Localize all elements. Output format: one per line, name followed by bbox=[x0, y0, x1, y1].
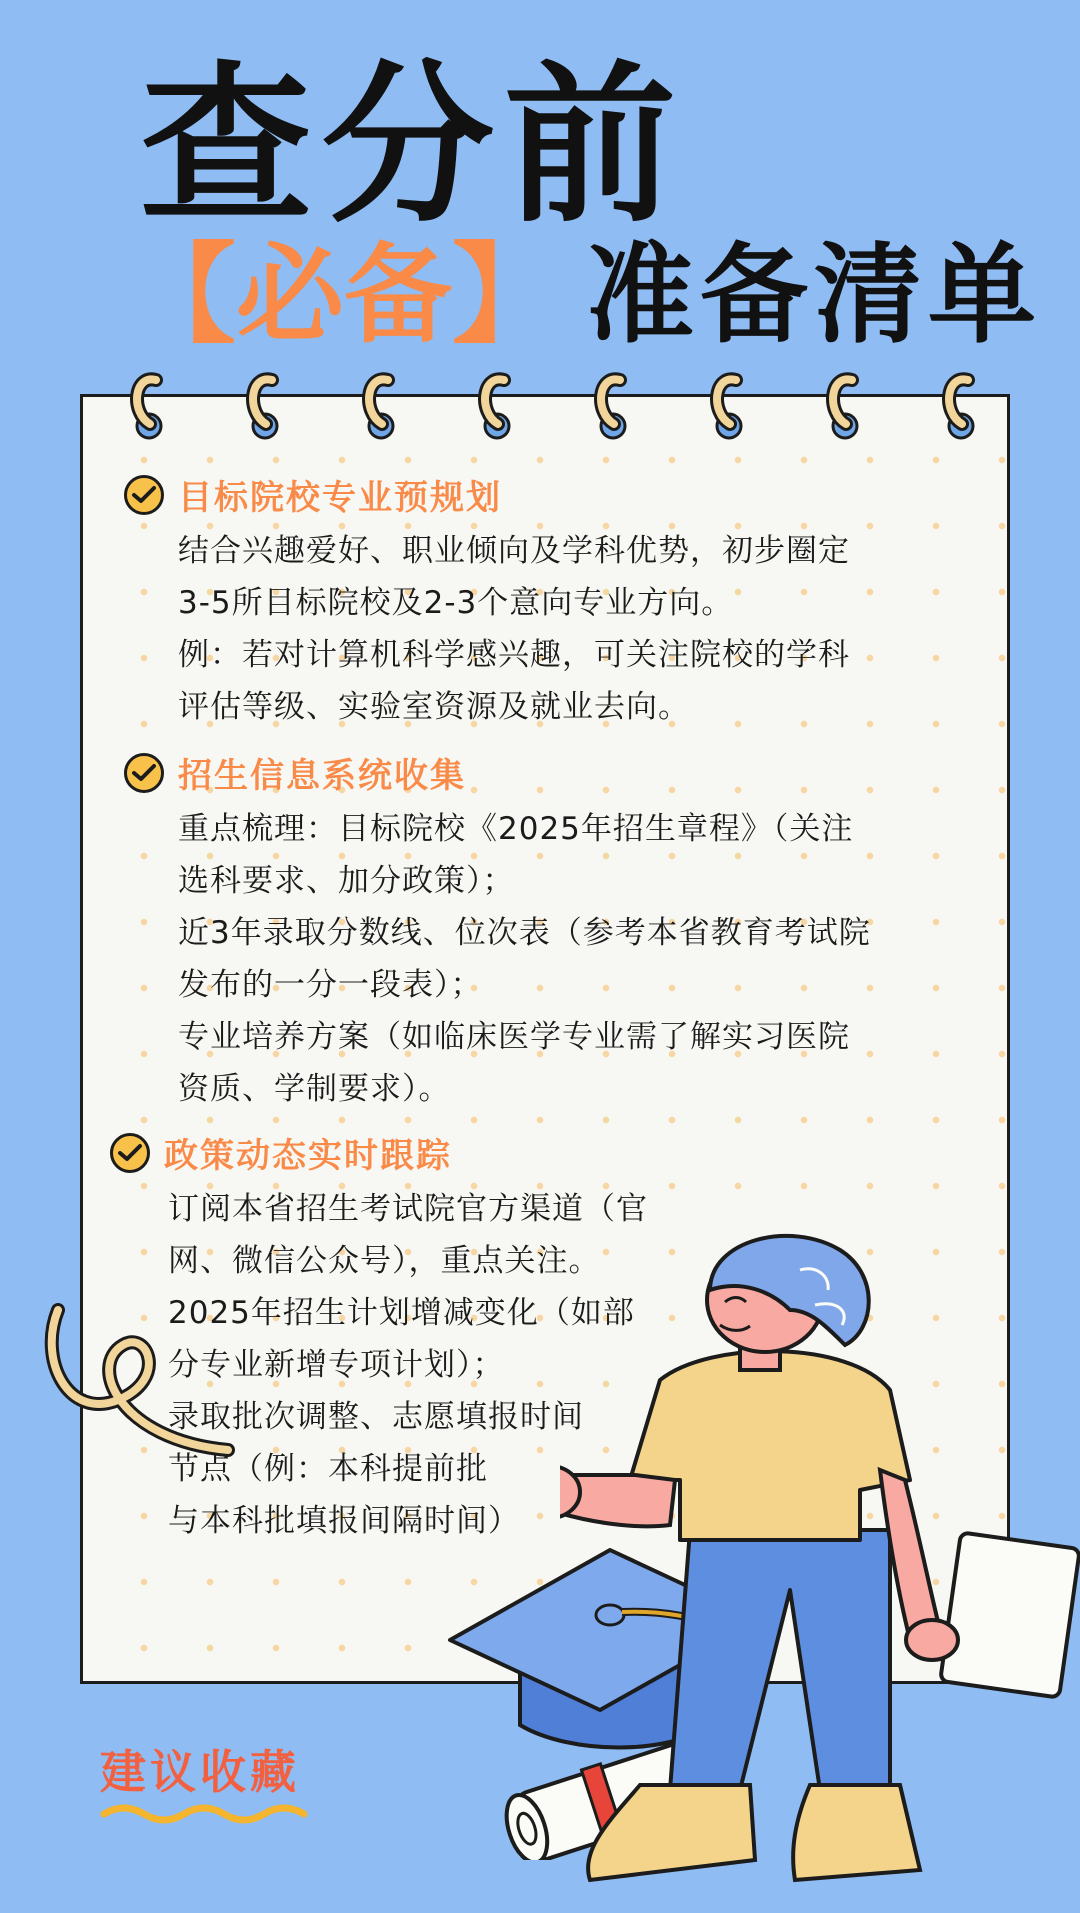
section-line: 专业培养方案（如临床医学专业需了解实习医院 bbox=[178, 1019, 850, 1055]
section-heading: 政策动态实时跟踪 bbox=[164, 1136, 452, 1176]
section-admission-info bbox=[124, 748, 871, 1115]
save-tip-label: 建议收藏 bbox=[100, 1745, 300, 1799]
spiral-ring-icon bbox=[126, 366, 172, 446]
squiggle-decoration-icon bbox=[28, 1300, 238, 1470]
spiral-ring-icon bbox=[822, 366, 868, 446]
section-line: 近3年录取分数线、位次表（参考本省教育考试院 bbox=[178, 915, 871, 951]
section-school-planning bbox=[124, 470, 850, 733]
section-line: 分专业新增专项计划）； bbox=[168, 1347, 505, 1383]
spiral-ring-icon bbox=[474, 366, 520, 446]
section-line: 与本科批填报间隔时间） bbox=[168, 1503, 520, 1539]
section-line: 网、微信公众号），重点关注。 bbox=[168, 1243, 601, 1279]
section-line: 录取批次调整、志愿填报时间 bbox=[168, 1399, 584, 1435]
section-line: 2025年招生计划增减变化（如部 bbox=[168, 1295, 635, 1331]
student-illustration-icon bbox=[560, 1230, 1080, 1913]
checkmark-icon bbox=[124, 753, 164, 793]
page-subtitle bbox=[128, 233, 1043, 358]
checkmark-icon bbox=[110, 1133, 150, 1173]
page-title: 查分前 bbox=[140, 45, 686, 246]
spiral-ring-icon bbox=[938, 366, 984, 446]
section-heading: 目标院校专业预规划 bbox=[178, 478, 502, 518]
section-line: 3-5所目标院校及2-3个意向专业方向。 bbox=[178, 585, 734, 621]
checkmark-icon bbox=[124, 475, 164, 515]
spiral-ring-icon bbox=[590, 366, 636, 446]
section-line: 结合兴趣爱好、职业倾向及学科优势，初步圈定 bbox=[178, 533, 850, 569]
subtitle-accent: 【必备】 bbox=[128, 233, 561, 358]
section-line: 发布的一分一段表）； bbox=[178, 967, 483, 1003]
section-line: 订阅本省招生考试院官方渠道（官 bbox=[168, 1191, 648, 1227]
section-line: 选科要求、加分政策）； bbox=[178, 863, 515, 899]
spiral-ring-icon bbox=[358, 366, 404, 446]
subtitle-text: 准备清单 bbox=[586, 233, 1043, 358]
wavy-underline-icon bbox=[100, 1800, 310, 1826]
spiral-ring-icon bbox=[242, 366, 288, 446]
spiral-ring-icon bbox=[706, 366, 752, 446]
section-line: 节点（例：本科提前批 bbox=[168, 1451, 488, 1487]
section-line: 重点梳理：目标院校《2025年招生章程》（关注 bbox=[178, 811, 854, 847]
section-line: 例：若对计算机科学感兴趣，可关注院校的学科 bbox=[178, 637, 850, 673]
section-line: 评估等级、实验室资源及就业去向。 bbox=[178, 689, 690, 725]
section-heading: 招生信息系统收集 bbox=[178, 756, 466, 796]
section-line: 资质、学制要求）。 bbox=[178, 1071, 451, 1107]
